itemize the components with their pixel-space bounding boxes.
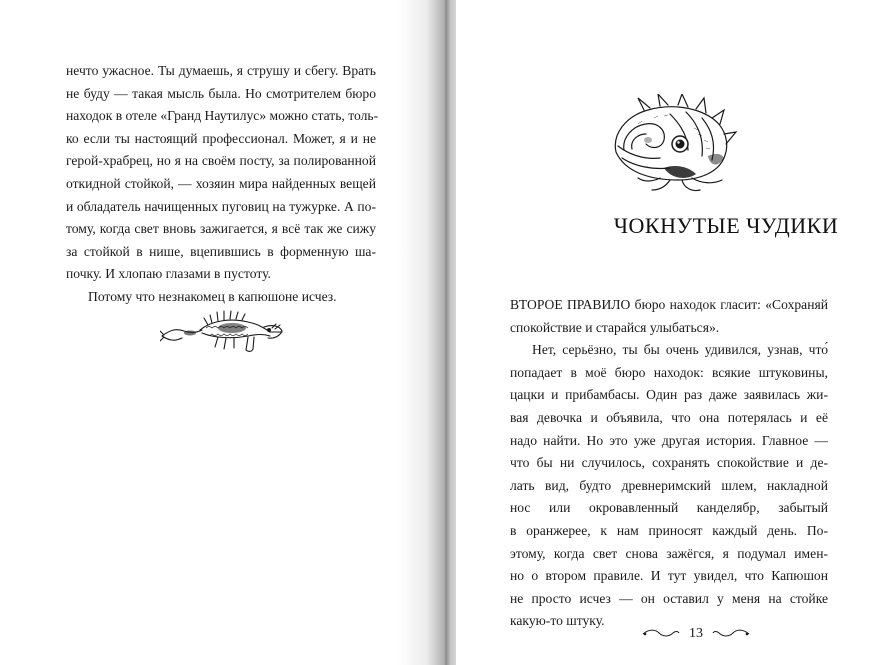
text-line: находок в отеле «Гранд Наутилус» можно стать, толь- bbox=[66, 108, 379, 124]
text-line: какую-то штуку. bbox=[510, 613, 605, 629]
text-line: вая девочка и объявила, что она потерялась и её bbox=[510, 409, 828, 425]
left-page bbox=[0, 0, 432, 665]
text-line: цацки и прибамбасы. Один раз даже заявилась жи- bbox=[510, 387, 828, 403]
text-line: в оранжерее, к нам приносят каждый день. По- bbox=[510, 522, 828, 538]
text-line: откидной стойкой, — хозяин мира найденных вещей bbox=[66, 175, 376, 191]
text-line: спокойствие и старайся улыбаться». bbox=[510, 319, 720, 335]
lead-in-smallcaps: ВТОРОЕ ПРАВИЛО bbox=[510, 297, 631, 312]
text-line: нос или окровавленный канделябр, забытый bbox=[510, 500, 828, 516]
text-fragment: бюро находок гласит: «Сохраняй bbox=[630, 297, 828, 312]
left-page-text bbox=[66, 60, 379, 309]
left-flourish-icon bbox=[641, 628, 681, 640]
text-line: надо найти. Но это уже другая история. Главное — bbox=[510, 432, 828, 448]
chapter-title: ЧОКНУТЫЕ ЧУДИКИ bbox=[613, 213, 839, 238]
right-flourish-icon bbox=[711, 628, 751, 640]
text-line: ко если ты настоящий профессионал. Может, я и не bbox=[66, 130, 376, 146]
text-line: и обладатель начищенных пуговиц на тужурке. А по- bbox=[66, 198, 376, 214]
text-line: герой-храбрец, но я на своём посту, за полированной bbox=[66, 153, 376, 169]
text-line: Потому что незнакомец в капюшоне исчез. bbox=[88, 288, 337, 304]
text-line: но о втором правиле. И тут увидел, что Капюшон bbox=[510, 568, 828, 584]
page-number-footer bbox=[616, 622, 776, 646]
text-line: этому, когда свет снова зажёгся, я подумал имен- bbox=[510, 545, 828, 561]
text-line: что бы ни случилось, сохранять спокойствие и де- bbox=[510, 455, 828, 471]
seashell-creature-illustration bbox=[604, 94, 740, 194]
page-number: 13 bbox=[689, 626, 703, 641]
text-line: за стойкой в нише, вцепившись в форменную ша- bbox=[66, 243, 376, 259]
sea-creature-illustration bbox=[160, 306, 284, 356]
text-line: почку. И хлопаю глазами в пустоту. bbox=[66, 266, 271, 282]
text-line bbox=[510, 294, 828, 317]
text-line: нечто ужасное. Ты думаешь, я струшу и сбегу. Врать bbox=[66, 63, 376, 78]
text-line: тому, когда свет вновь зажигается, я всё так же сижу bbox=[66, 221, 376, 237]
right-page-text bbox=[510, 294, 828, 633]
text-line: Нет, серьёзно, ты бы очень удивился, узнав, что́ bbox=[532, 342, 828, 358]
text-line: попадает в моё бюро находок: всякие штуковины, bbox=[510, 364, 828, 380]
text-line: не просто исчез — он оставил у меня на стойке bbox=[510, 590, 828, 606]
right-page bbox=[456, 0, 889, 665]
text-line: лать вид, будто древнеримский шлем, накладной bbox=[510, 477, 828, 493]
text-line: не буду — такая мысль была. Но смотрителем бюро bbox=[66, 85, 376, 101]
